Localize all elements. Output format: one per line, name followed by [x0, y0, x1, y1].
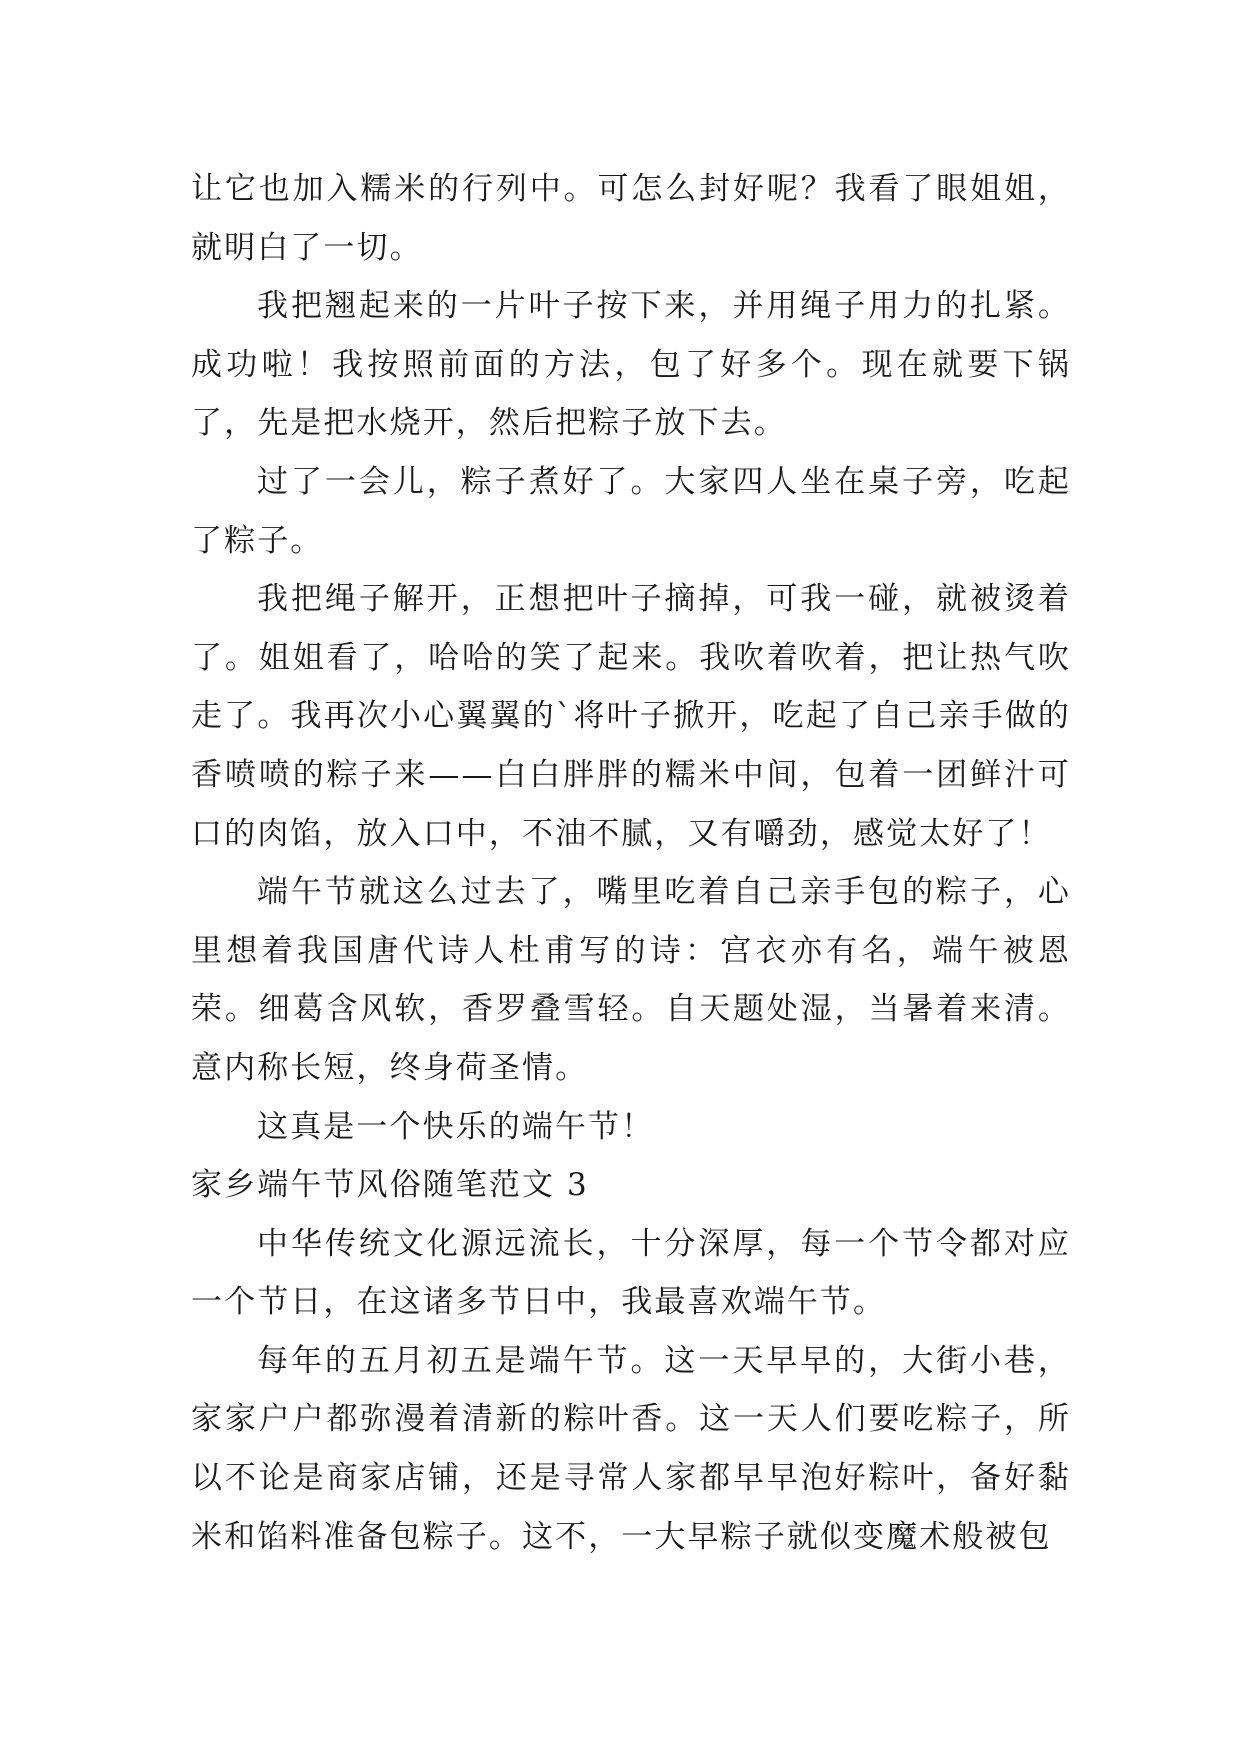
paragraph-7: 中华传统文化源远流长，十分深厚，每一个节令都对应一个节日，在这诸多节日中，我最喜欢端午节。 [191, 1225, 1071, 1321]
paragraph-1: 让它也加入糯米的行列中。可怎么封好呢？我看了眼姐姐，就明白了一切。 [191, 171, 1071, 266]
section-heading: 家乡端午节风俗随笔范文 3 [191, 1167, 589, 1204]
document-body [191, 160, 1071, 1566]
paragraph-3: 过了一会儿，粽子煮好了。大家四人坐在桌子旁，吃起了粽子。 [191, 463, 1071, 559]
paragraph-5: 端午节就这么过去了，嘴里吃着自己亲手包的粽子，心里想着我国唐代诗人杜甫写的诗：宫衣亦有名，端午被恩荣。细葛含风软，香罗叠雪轻。自天题处湿，当暑着来清。意内称长短，终身荷圣情。 [191, 874, 1071, 1086]
paragraph-6: 这真是一个快乐的端午节！ [257, 1108, 655, 1145]
paragraph-4: 我把绳子解开，正想把叶子摘掉，可我一碰，就被烫着了。姐姐看了，哈哈的笑了起来。我吹着吹着，把让热气吹走了。我再次小心翼翼的`将叶子掀开，吃起了自己亲手做的香喷喷的粽子来——白白胖胖的糯米中间，包着一团鲜汁可口的肉馅，放入口中，不油不腻，又有嚼劲，感觉太好了！ [191, 581, 1071, 852]
paragraph-2: 我把翘起来的一片叶子按下来，并用绳子用力的扎紧。成功啦！我按照前面的方法，包了好多个。现在就要下锅了，先是把水烧开，然后把粽子放下去。 [191, 288, 1071, 442]
paragraph-8: 每年的五月初五是端午节。这一天早早的，大街小巷，家家户户都弥漫着清新的粽叶香。这一天人们要吃粽子，所以不论是商家店铺，还是寻常人家都早早泡好粽叶，备好黏米和馅料准备包粽子。这不，一大早粽子就似变魔术般被包 [191, 1342, 1071, 1555]
